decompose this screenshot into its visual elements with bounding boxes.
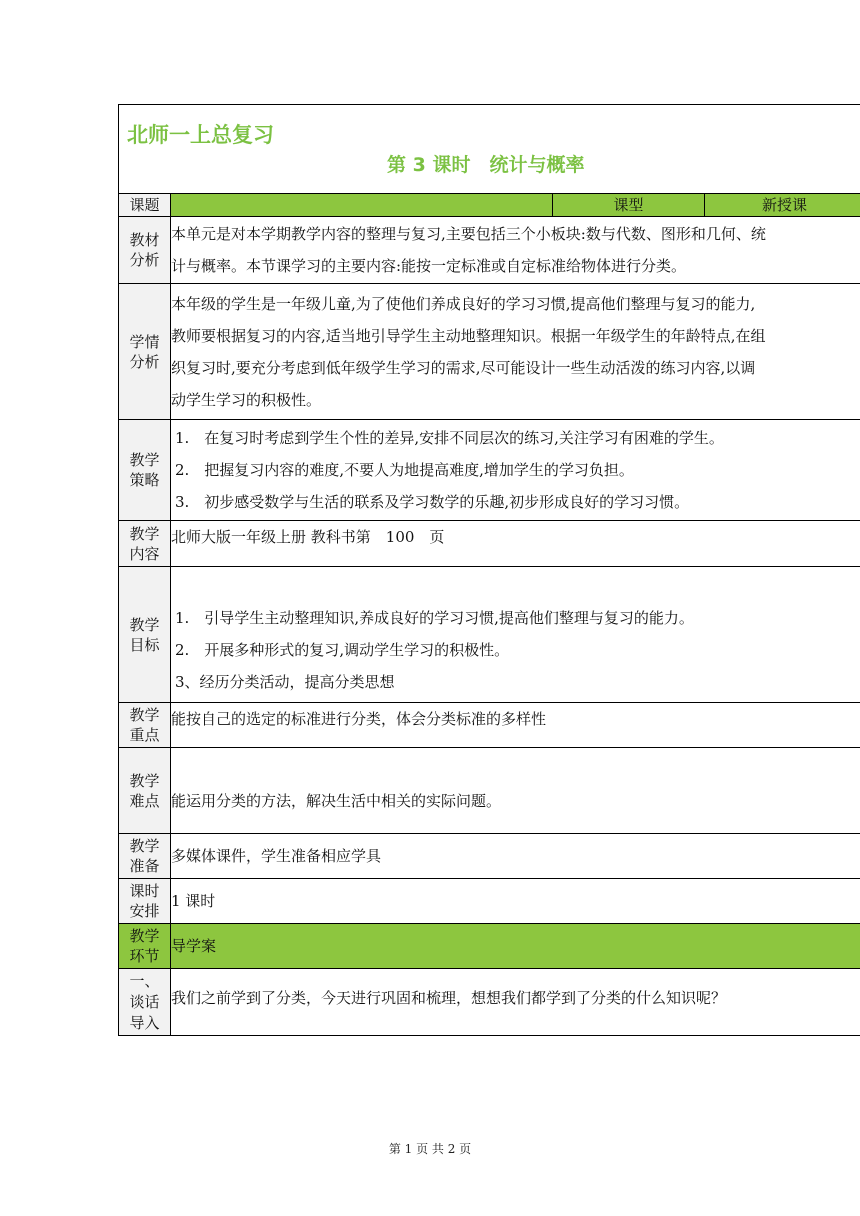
topic-value [171, 194, 553, 217]
process-content: 导学案 [171, 924, 860, 969]
difficulties-content: 能运用分类的方法，解决生活中相关的实际问题。 [171, 748, 860, 834]
lesson-plan-table [118, 104, 860, 1036]
content-label: 教学 内容 [119, 521, 171, 567]
difficulties-label: 教学 难点 [119, 748, 171, 834]
preparation-content: 多媒体课件，学生准备相应学具 [171, 834, 860, 879]
lesson-type-label: 课型 [553, 194, 705, 217]
goals-label: 教学 目标 [119, 567, 171, 703]
header-cell [119, 105, 860, 194]
intro-content: 我们之前学到了分类，今天进行巩固和梳理，想想我们都学到了分类的什么知识呢？ [171, 969, 860, 1036]
strategy-label: 教学 策略 [119, 420, 171, 521]
material-analysis-content: 本单元是对本学期教学内容的整理与复习,主要包括三个小板块:数与代数、图形和几何、统 计与概率。本节课学习的主要内容:能按一定标准或自定标准给物体进行分类。 [171, 217, 860, 284]
process-label: 教学 环节 [119, 924, 171, 969]
document-title: 北师一上总复习 [127, 123, 274, 147]
preparation-label: 教学 准备 [119, 834, 171, 879]
student-analysis-label: 学情 分析 [119, 284, 171, 420]
page-footer: 第 1 页 共 2 页 [388, 1142, 472, 1156]
strategy-content: 1. 在复习时考虑到学生个性的差异,安排不同层次的练习,关注学习有困难的学生。 2. 把握复习内容的难度,不要人为地提高难度,增加学生的学习负担。 3. 初步感受数学与生活的联系及学习数学的乐趣,初步形成良好的学习习惯。 [171, 420, 860, 521]
goals-content: 1. 引导学生主动整理知识,养成良好的学习习惯,提高他们整理与复习的能力。 2. 开展多种形式的复习,调动学生学习的积极性。 3、经历分类活动，提高分类思想 [171, 567, 860, 703]
schedule-content: 1 课时 [171, 879, 860, 924]
lesson-type-value: 新授课 [705, 194, 860, 217]
content-value: 北师大版一年级上册 教科书第 100 页 [171, 521, 860, 567]
key-points-content: 能按自己的选定的标准进行分类，体会分类标准的多样性 [171, 703, 860, 748]
material-analysis-label: 教材 分析 [119, 217, 171, 284]
schedule-label: 课时 安排 [119, 879, 171, 924]
topic-label: 课题 [119, 194, 171, 217]
intro-label: 一、 谈话 导入 [119, 969, 171, 1036]
lesson-title: 第 3 课时 统计与概率 [387, 154, 585, 176]
student-analysis-content: 本年级的学生是一年级儿童,为了使他们养成良好的学习习惯,提高他们整理与复习的能力, 教师要根据复习的内容,适当地引导学生主动地整理知识。根据一年级学生的年龄特点,在组 织复习时,要充分考虑到低年级学生学习的需求,尽可能设计一些生动活泼的练习内容,以调 动学生学习的积极性。 [171, 284, 860, 420]
key-points-label: 教学 重点 [119, 703, 171, 748]
